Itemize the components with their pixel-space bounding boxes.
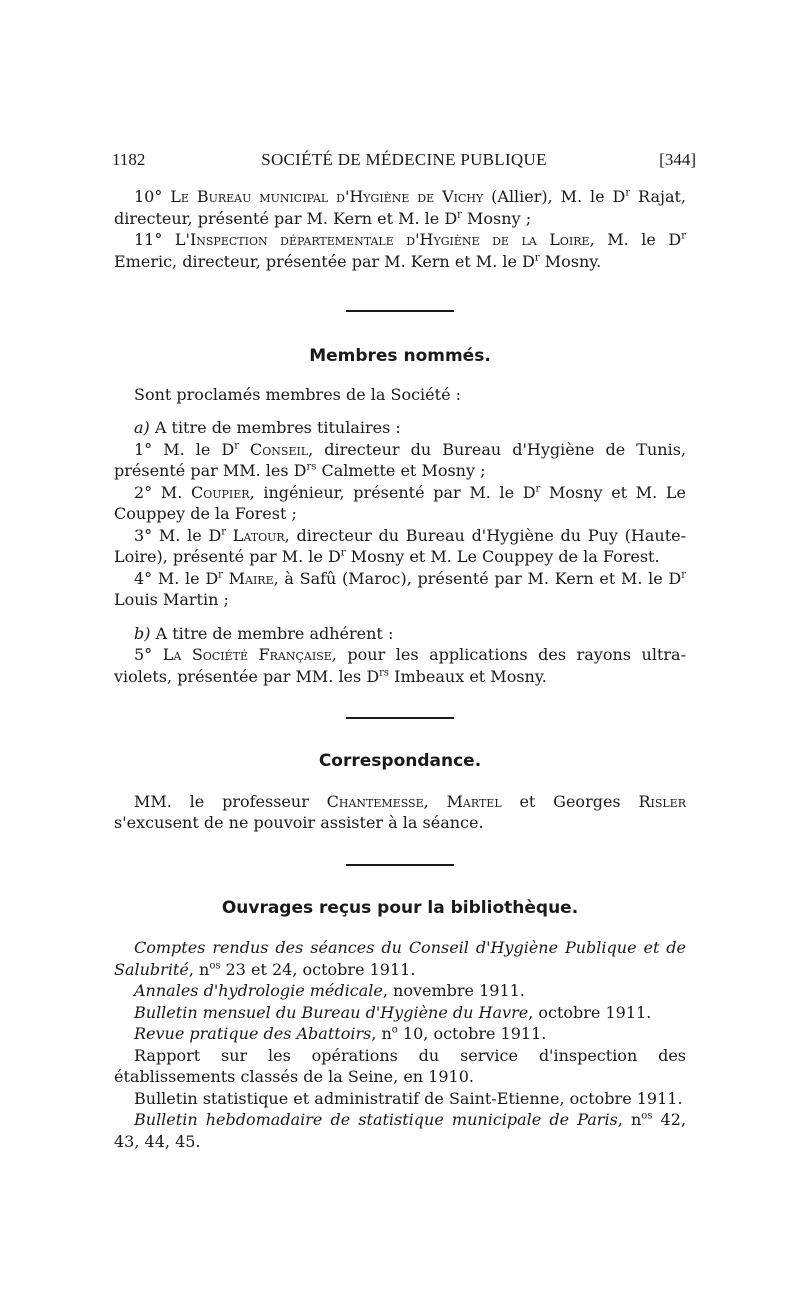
text-run: 2° M. xyxy=(134,482,183,502)
institution-name: Le Bureau municipal d'Hygiène de xyxy=(170,187,435,206)
person-name: Martel xyxy=(446,791,502,811)
superscript: r xyxy=(457,209,462,221)
text-run: , octobre 1911. xyxy=(528,1002,652,1022)
paragraph-item-11 xyxy=(114,229,686,272)
library-item xyxy=(114,1109,686,1152)
item-number: 11° xyxy=(134,230,163,249)
section-heading-ouvrages: Ouvrages reçus pour la bibliothèque. xyxy=(221,897,579,918)
publication-title: Bulletin mensuel du Bureau d'Hygiène du Havre xyxy=(134,1002,529,1022)
member-name: Conseil, xyxy=(238,439,314,459)
library-item xyxy=(114,1045,686,1088)
text-run: Rajat, directeur, présenté par M. Kern et M. le D xyxy=(114,187,687,228)
text-run: MM. le professeur xyxy=(134,791,327,811)
main-text xyxy=(114,186,686,1152)
publication-title: Bulletin hebdomadaire de statistique municipale de Paris xyxy=(134,1110,618,1129)
text-run: directeur du Bureau d'Hygiène de Tunis, présenté par MM. les D xyxy=(114,439,686,480)
superscript: rs xyxy=(379,667,390,679)
person-name: Chantemesse xyxy=(326,791,424,811)
item-number: 10° xyxy=(134,187,163,206)
running-head xyxy=(112,150,696,174)
text-run: ingénieur, présenté par M. le D xyxy=(254,482,536,502)
lead-paragraph: Sont proclamés membres de la Société : xyxy=(134,384,462,404)
section-heading-membres: Membres nommés. xyxy=(309,346,491,366)
text-run: , xyxy=(423,791,447,811)
member-item xyxy=(114,439,686,482)
text-run: 5° xyxy=(134,645,153,664)
text-run: 23 et 24, octobre 1911. xyxy=(220,959,416,979)
text-run: 1° M. le D xyxy=(134,439,235,459)
publication-title: Bulletin statistique et administratif de Saint-Etienne, octobre 1911. xyxy=(134,1088,683,1108)
library-item xyxy=(114,1023,686,1045)
correspondance-paragraph xyxy=(114,791,686,834)
paragraph-item-10 xyxy=(114,186,686,229)
text-run: s'excusent de ne pouvoir assister à la séance. xyxy=(114,813,484,832)
institution-name: L'Inspection départementale d'Hygiène de la Loire, xyxy=(174,230,595,249)
publication-title: Comptes rendus des séances du Conseil d'Hygiène Publique et de Salubrité xyxy=(114,938,686,979)
text-run: A titre de membres titulaires : xyxy=(149,418,401,437)
text-run: , n xyxy=(617,1110,642,1129)
section-heading-correspondance: Correspondance. xyxy=(318,751,482,771)
superscript: r xyxy=(535,483,541,495)
superscript: r xyxy=(340,547,346,559)
text-run: directeur du Bureau d'Hygiène du Puy (Haute-Loire), présenté par M. le D xyxy=(114,525,687,566)
library-item xyxy=(114,980,686,1002)
publication-title: Revue pratique des Abattoirs xyxy=(134,1024,372,1043)
publication-title: Annales d'hydrologie médicale xyxy=(134,981,383,1000)
subsection-label: b) xyxy=(134,623,151,643)
publication-title: Rapport sur les opérations du service d'inspection des établissements classés de la Seine, en 1910. xyxy=(114,1045,686,1086)
superscript: r xyxy=(534,252,540,264)
text-run: 42, 43, 44, 45. xyxy=(114,1110,686,1151)
text-run: à Safû (Maroc), présenté par M. Kern et M. le D xyxy=(278,568,682,588)
text-run: A titre de membre adhérent : xyxy=(150,623,394,643)
member-item xyxy=(114,644,686,687)
library-item xyxy=(114,937,686,980)
member-item xyxy=(114,482,686,525)
superscript: r xyxy=(218,569,223,581)
superscript: r xyxy=(625,187,631,199)
text-run: 4° M. le D xyxy=(134,568,219,588)
text-run: et Georges xyxy=(501,791,639,811)
member-name: La Société Française, xyxy=(152,645,337,664)
text-run: Imbeaux et Mosny. xyxy=(389,666,547,686)
city-name: Vichy xyxy=(442,187,484,206)
text-run: , n xyxy=(371,1024,392,1043)
superscript: os xyxy=(209,960,221,972)
member-item xyxy=(114,525,686,568)
subsection-label: a) xyxy=(134,418,150,437)
page-reference: [344] xyxy=(659,150,696,169)
superscript: os xyxy=(641,1110,653,1122)
text-run: pour les applications des rayons ultra-violets, présentée par MM. les D xyxy=(114,645,686,686)
superscript: r xyxy=(681,230,686,242)
member-name: Maire, xyxy=(222,568,279,588)
text-run: Mosny et M. Le Couppey de la Forest. xyxy=(345,547,660,566)
text-run: Mosny. xyxy=(539,251,602,271)
page-title: SOCIÉTÉ DE MÉDECINE PUBLIQUE xyxy=(261,150,547,169)
subsection-a xyxy=(114,417,686,439)
text-run: Mosny et M. Le Couppey de la Forest ; xyxy=(114,482,687,523)
member-name: Latour, xyxy=(226,525,290,545)
person-name: Risler xyxy=(638,791,686,811)
text-run: M. le D xyxy=(594,230,682,249)
member-name: Coupier, xyxy=(182,482,255,502)
text-run: , n xyxy=(188,959,210,979)
library-item xyxy=(114,1088,686,1110)
superscript: r xyxy=(221,526,227,538)
superscript: r xyxy=(234,440,239,452)
library-item xyxy=(114,1002,686,1024)
superscript: o xyxy=(391,1024,398,1036)
subsection-b xyxy=(114,623,686,645)
member-item xyxy=(114,568,686,611)
text-run: , novembre 1911. xyxy=(382,981,525,1000)
text-run: 3° M. le D xyxy=(134,525,222,545)
page-number: 1182 xyxy=(112,150,146,169)
text-run: Calmette et Mosny ; xyxy=(316,461,486,480)
text-run: Louis Martin ; xyxy=(114,590,229,609)
text-run: Mosny ; xyxy=(461,208,532,228)
superscript: r xyxy=(681,569,686,581)
text-run: Emeric, directeur, présentée par M. Kern et M. le D xyxy=(114,251,535,271)
text-run: (Allier), M. le D xyxy=(483,187,626,206)
text-run: 10, octobre 1911. xyxy=(397,1024,547,1043)
superscript: rs xyxy=(306,461,317,473)
